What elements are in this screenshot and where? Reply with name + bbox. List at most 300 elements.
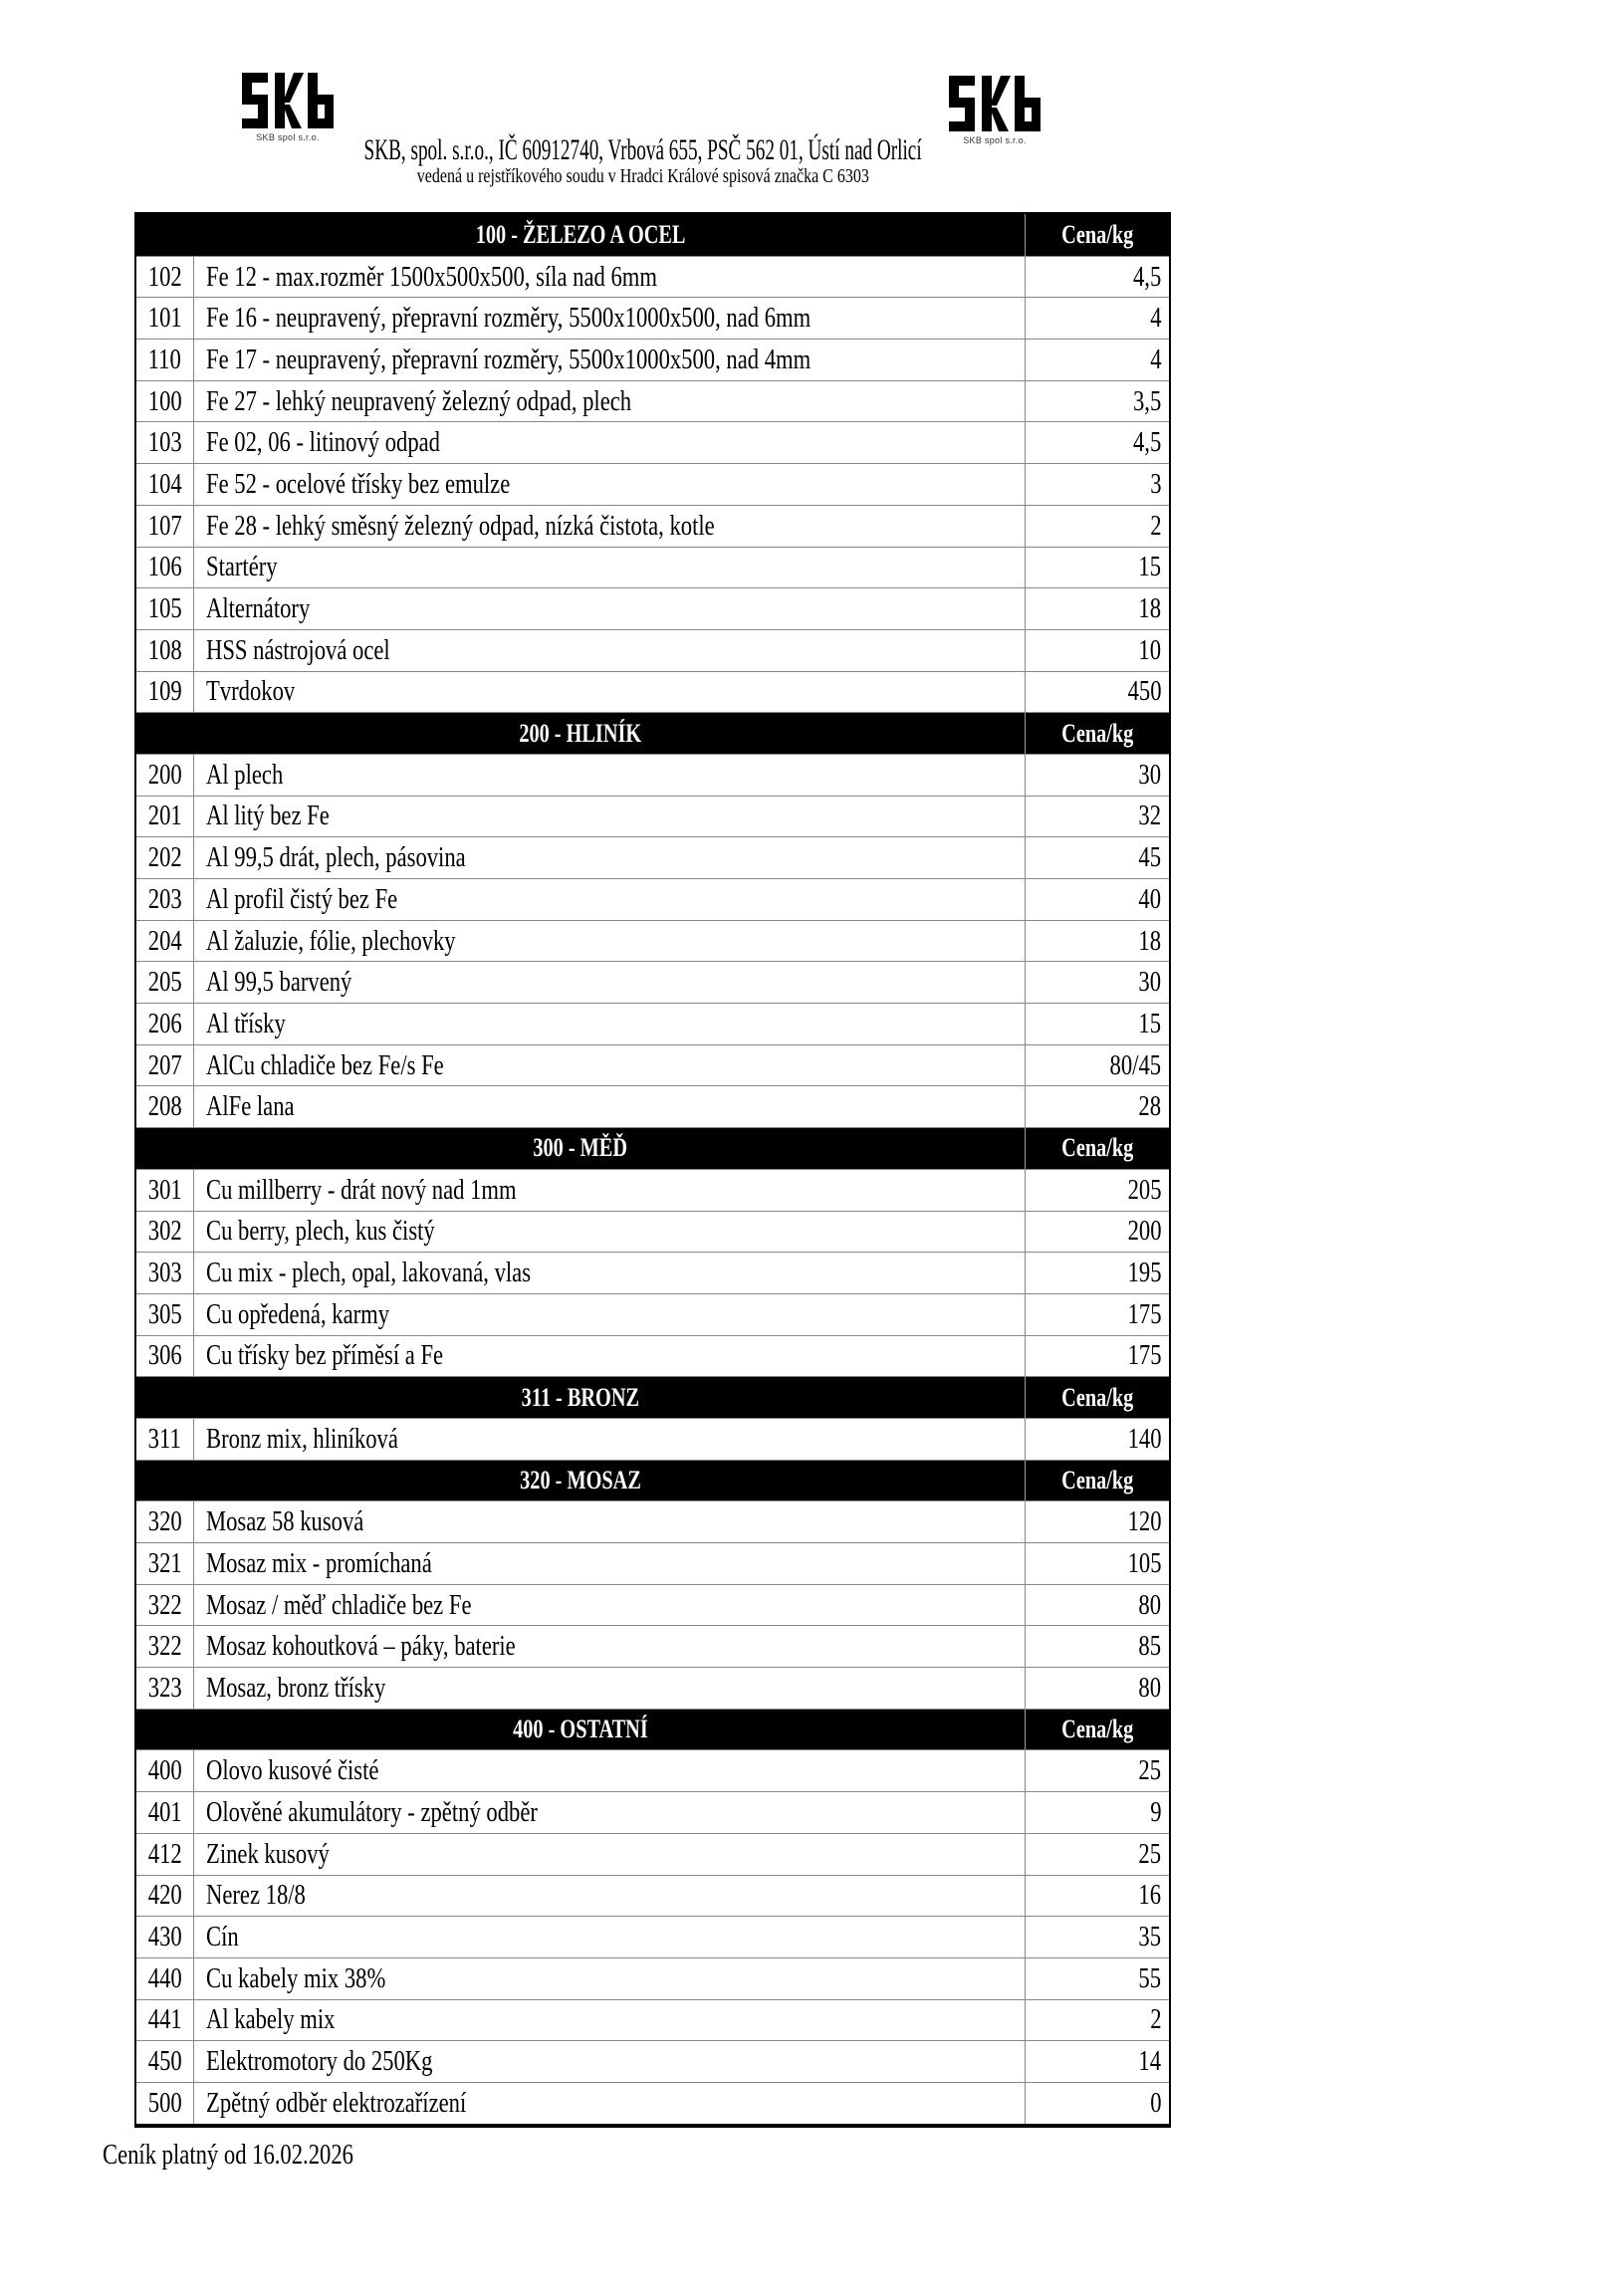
item-code-text: 101: [147, 302, 182, 335]
item-code-text: 105: [147, 592, 182, 625]
item-code-text: 420: [147, 1879, 182, 1912]
item-code: [136, 1750, 194, 1791]
price-column-header-text: Cena/kg: [1060, 1133, 1134, 1163]
item-price-text: 15: [1138, 1007, 1161, 1039]
section-title: [136, 1461, 1026, 1501]
item-price-text: 55: [1138, 1961, 1161, 1994]
section-title: [136, 1710, 1026, 1750]
price-row: [136, 505, 1169, 547]
item-code-text: 100: [147, 384, 182, 417]
company-info-line2-text: vedená u rejstříkového soudu v Hradci Králové spisová značka C 6303: [416, 165, 869, 187]
price-column-header-text: Cena/kg: [1060, 718, 1134, 748]
section-title: [136, 1377, 1026, 1418]
item-code-text: 440: [147, 1961, 182, 1994]
price-row: [136, 2082, 1169, 2124]
item-description-text: Startéry: [206, 551, 278, 583]
item-code: [136, 1543, 194, 1584]
item-code: [136, 630, 194, 671]
item-code: [136, 464, 194, 505]
section-title-text: 400 - OSTATNÍ: [513, 1715, 648, 1744]
price-row: [136, 1833, 1169, 1875]
item-code: [136, 672, 194, 713]
item-code-text: 204: [147, 924, 182, 957]
item-description: [194, 1086, 1026, 1127]
item-price: [1026, 672, 1169, 713]
item-description-text: Cu millberry - drát nový nad 1mm: [206, 1173, 517, 1206]
item-price-text: 16: [1138, 1879, 1161, 1912]
item-price: [1026, 1543, 1169, 1584]
item-price: [1026, 2041, 1169, 2082]
item-code-text: 200: [147, 758, 182, 791]
item-description-text: Al profil čistý bez Fe: [206, 882, 398, 915]
price-row: [136, 1999, 1169, 2041]
item-code-text: 401: [147, 1795, 182, 1828]
item-code-text: 441: [147, 2003, 182, 2036]
item-price: [1026, 1336, 1169, 1377]
item-code-text: 305: [147, 1297, 182, 1330]
item-price: [1026, 1585, 1169, 1626]
item-code-text: 207: [147, 1048, 182, 1081]
item-description: [194, 921, 1026, 962]
item-code: [136, 1170, 194, 1211]
price-column-header: [1026, 713, 1169, 754]
item-code: [136, 1336, 194, 1377]
price-row: [136, 1085, 1169, 1127]
item-code: [136, 298, 194, 339]
item-description-text: Fe 17 - neupravený, přepravní rozměry, 5500x1000x500, nad 4mm: [206, 343, 812, 375]
item-description-text: Fe 16 - neupravený, přepravní rozměry, 5500x1000x500, nad 6mm: [206, 302, 812, 335]
item-description: [194, 1876, 1026, 1917]
item-code: [136, 1668, 194, 1709]
price-row: [136, 1169, 1169, 1211]
item-code: [136, 1045, 194, 1086]
price-row: [136, 1875, 1169, 1917]
item-description: [194, 422, 1026, 463]
price-row: [136, 2040, 1169, 2082]
section-title-text: 200 - HLINÍK: [519, 718, 642, 748]
price-row: [136, 754, 1169, 796]
price-row: [136, 1003, 1169, 1044]
item-price-text: 18: [1138, 924, 1161, 957]
price-row: [136, 1044, 1169, 1086]
item-price-text: 80: [1138, 1588, 1161, 1621]
section-title-text: 311 - BRONZ: [521, 1382, 640, 1412]
item-price-text: 18: [1138, 592, 1161, 625]
item-price-text: 9: [1149, 1795, 1161, 1828]
item-description: [194, 1253, 1026, 1293]
item-price-text: 10: [1138, 633, 1161, 666]
item-code: [136, 1004, 194, 1044]
item-price-text: 205: [1127, 1173, 1161, 1206]
item-price-text: 28: [1138, 1090, 1161, 1123]
item-description-text: Al třísky: [206, 1007, 286, 1039]
item-description-text: AlFe lana: [206, 1090, 295, 1123]
item-code: [136, 837, 194, 878]
item-description: [194, 588, 1026, 629]
item-code-text: 311: [147, 1422, 182, 1455]
item-description: [194, 1750, 1026, 1791]
item-price-text: 4,5: [1132, 426, 1161, 459]
item-price: [1026, 1876, 1169, 1917]
price-row: [136, 1749, 1169, 1791]
item-description: [194, 1917, 1026, 1957]
item-price: [1026, 837, 1169, 878]
item-code: [136, 1253, 194, 1293]
item-price: [1026, 464, 1169, 505]
section-header-row: [136, 712, 1169, 754]
item-price-text: 14: [1138, 2045, 1161, 2078]
item-description: [194, 755, 1026, 796]
item-price-text: 32: [1138, 800, 1161, 832]
item-price: [1026, 257, 1169, 298]
item-description-text: Cu berry, plech, kus čistý: [206, 1215, 435, 1248]
item-price: [1026, 1626, 1169, 1667]
price-row: [136, 1957, 1169, 1999]
item-price-text: 80/45: [1109, 1048, 1161, 1081]
item-code-text: 203: [147, 882, 182, 915]
price-column-header-text: Cena/kg: [1060, 219, 1134, 249]
item-price: [1026, 1834, 1169, 1875]
item-description: [194, 962, 1026, 1003]
item-description: [194, 2000, 1026, 2041]
item-price: [1026, 879, 1169, 920]
section-header-row: [136, 1460, 1169, 1501]
item-code-text: 206: [147, 1007, 182, 1039]
item-code: [136, 1917, 194, 1957]
item-price: [1026, 548, 1169, 588]
item-code-text: 321: [147, 1546, 182, 1579]
item-price: [1026, 2083, 1169, 2124]
item-price: [1026, 1958, 1169, 1999]
price-row: [136, 1252, 1169, 1293]
item-code-text: 322: [147, 1630, 182, 1663]
price-row: [136, 339, 1169, 380]
item-price-text: 3: [1149, 467, 1161, 500]
item-code: [136, 1419, 194, 1460]
item-code-text: 400: [147, 1754, 182, 1787]
item-price: [1026, 1792, 1169, 1833]
item-code-text: 322: [147, 1588, 182, 1621]
company-info-line2: [124, 165, 1161, 187]
item-code: [136, 797, 194, 837]
item-price: [1026, 1668, 1169, 1709]
price-row: [136, 878, 1169, 920]
item-description-text: Fe 52 - ocelové třísky bez emulze: [206, 467, 511, 500]
item-description: [194, 1626, 1026, 1667]
price-column-header: [1026, 1377, 1169, 1418]
section-title: [136, 713, 1026, 754]
item-description-text: Fe 28 - lehký směsný železný odpad, nízká čistota, kotle: [206, 509, 715, 542]
logo-caption: SKB spol s.r.o.: [963, 135, 1027, 145]
item-price-text: 200: [1127, 1215, 1161, 1248]
company-info-line1-text: SKB, spol. s.r.o., IČ 60912740, Vrbová 655, PSČ 562 01, Ústí nad Orlicí: [363, 133, 922, 166]
item-description-text: Alternátory: [206, 592, 311, 625]
item-code: [136, 257, 194, 298]
item-price: [1026, 588, 1169, 629]
item-description-text: Tvrdokov: [206, 675, 296, 708]
price-column-header: [1026, 1128, 1169, 1169]
item-price-text: 195: [1127, 1257, 1161, 1289]
item-description-text: Al žaluzie, fólie, plechovky: [206, 924, 456, 957]
item-price: [1026, 506, 1169, 547]
item-description-text: Cu opředená, karmy: [206, 1297, 390, 1330]
item-code: [136, 1086, 194, 1127]
price-row: [136, 1500, 1169, 1542]
item-code-text: 208: [147, 1090, 182, 1123]
price-row: [136, 1916, 1169, 1957]
item-price: [1026, 422, 1169, 463]
item-description-text: Olověné akumulátory - zpětný odběr: [206, 1795, 538, 1828]
item-price-text: 4: [1149, 302, 1161, 335]
price-row: [136, 587, 1169, 629]
price-row: [136, 256, 1169, 298]
item-price-text: 80: [1138, 1671, 1161, 1704]
item-code: [136, 1958, 194, 1999]
item-price-text: 3,5: [1132, 384, 1161, 417]
item-description: [194, 879, 1026, 920]
item-code: [136, 1626, 194, 1667]
item-description-text: AlCu chladiče bez Fe/s Fe: [206, 1048, 444, 1081]
item-description: [194, 464, 1026, 505]
item-description-text: Mosaz 58 kusová: [206, 1505, 364, 1538]
item-price-text: 2: [1149, 509, 1161, 542]
item-description-text: Fe 12 - max.rozměr 1500x500x500, síla nad 6mm: [206, 260, 657, 293]
item-code-text: 303: [147, 1257, 182, 1289]
item-code-text: 320: [147, 1505, 182, 1538]
item-code-text: 201: [147, 800, 182, 832]
price-column-header: [1026, 214, 1169, 256]
price-row: [136, 796, 1169, 837]
item-price-text: 45: [1138, 841, 1161, 874]
item-description-text: Al plech: [206, 758, 284, 791]
item-code: [136, 1792, 194, 1833]
item-price: [1026, 962, 1169, 1003]
item-code-text: 430: [147, 1921, 182, 1953]
section-title: [136, 214, 1026, 256]
item-description-text: HSS nástrojová ocel: [206, 633, 390, 666]
item-code: [136, 2000, 194, 2041]
item-code-text: 104: [147, 467, 182, 500]
item-code-text: 202: [147, 841, 182, 874]
item-description: [194, 257, 1026, 298]
item-description-text: Nerez 18/8: [206, 1879, 306, 1912]
item-description-text: Cu mix - plech, opal, lakovaná, vlas: [206, 1257, 532, 1289]
price-row: [136, 1791, 1169, 1833]
item-price-text: 140: [1127, 1422, 1161, 1455]
price-row: [136, 629, 1169, 671]
item-code-text: 107: [147, 509, 182, 542]
item-code-text: 306: [147, 1339, 182, 1372]
item-description-text: Mosaz / měď chladiče bez Fe: [206, 1588, 472, 1621]
item-code-text: 450: [147, 2045, 182, 2078]
section-title-text: 320 - MOSAZ: [520, 1465, 641, 1494]
price-row: [136, 671, 1169, 713]
item-description: [194, 1045, 1026, 1086]
item-code-text: 412: [147, 1837, 182, 1870]
item-description-text: Fe 02, 06 - litinový odpad: [206, 426, 440, 459]
item-description: [194, 506, 1026, 547]
price-row: [136, 547, 1169, 588]
price-row: [136, 1418, 1169, 1460]
item-price-text: 175: [1127, 1339, 1161, 1372]
skb-logo-mark: [949, 76, 1041, 131]
section-header-row: [136, 1127, 1169, 1169]
item-price-text: 120: [1127, 1505, 1161, 1538]
item-description-text: Al 99,5 barvený: [206, 966, 352, 999]
item-description-text: Mosaz mix - promíchaná: [206, 1546, 432, 1579]
item-code: [136, 548, 194, 588]
item-description: [194, 630, 1026, 671]
item-code: [136, 1876, 194, 1917]
item-price: [1026, 1045, 1169, 1086]
item-code: [136, 506, 194, 547]
item-price: [1026, 1419, 1169, 1460]
section-header-row: [136, 1376, 1169, 1418]
item-description: [194, 837, 1026, 878]
item-code: [136, 381, 194, 422]
item-code-text: 302: [147, 1215, 182, 1248]
price-row: [136, 1667, 1169, 1709]
item-code-text: 205: [147, 966, 182, 999]
item-price-text: 85: [1138, 1630, 1161, 1663]
item-price: [1026, 298, 1169, 339]
item-code-text: 109: [147, 675, 182, 708]
item-price: [1026, 1253, 1169, 1293]
item-code: [136, 1585, 194, 1626]
item-code-text: 500: [147, 2086, 182, 2119]
item-description: [194, 672, 1026, 713]
price-row: [136, 421, 1169, 463]
item-description-text: Zinek kusový: [206, 1837, 330, 1870]
item-description-text: Al kabely mix: [206, 2003, 336, 2036]
item-price-text: 30: [1138, 966, 1161, 999]
item-description: [194, 1792, 1026, 1833]
section-header-row: [136, 1709, 1169, 1750]
item-description-text: Cu třísky bez příměsí a Fe: [206, 1339, 444, 1372]
price-column-header-text: Cena/kg: [1060, 1715, 1134, 1744]
item-price-text: 4: [1149, 343, 1161, 375]
item-price-text: 25: [1138, 1837, 1161, 1870]
item-description: [194, 1212, 1026, 1253]
item-code-text: 108: [147, 633, 182, 666]
item-price-text: 105: [1127, 1546, 1161, 1579]
item-description: [194, 2083, 1026, 2124]
item-price-text: 15: [1138, 551, 1161, 583]
item-code: [136, 2083, 194, 2124]
item-code: [136, 422, 194, 463]
item-description: [194, 381, 1026, 422]
item-code: [136, 2041, 194, 2082]
item-price: [1026, 340, 1169, 380]
item-code: [136, 921, 194, 962]
item-code: [136, 1834, 194, 1875]
item-description-text: Zpětný odběr elektrozařízení: [206, 2086, 467, 2119]
section-title-text: 300 - MĚĎ: [533, 1133, 628, 1163]
item-description: [194, 298, 1026, 339]
item-description-text: Al litý bez Fe: [206, 800, 330, 832]
section-title: [136, 1128, 1026, 1169]
item-description: [194, 1585, 1026, 1626]
price-row: [136, 920, 1169, 962]
item-description: [194, 797, 1026, 837]
item-price: [1026, 1212, 1169, 1253]
price-row: [136, 1625, 1169, 1667]
item-description: [194, 1501, 1026, 1542]
item-description-text: Mosaz kohoutková – páky, baterie: [206, 1630, 516, 1663]
item-description: [194, 1834, 1026, 1875]
item-description-text: Bronz mix, hliníková: [206, 1422, 398, 1455]
item-description-text: Fe 27 - lehký neupravený železný odpad, plech: [206, 384, 632, 417]
price-column-header: [1026, 1710, 1169, 1750]
price-row: [136, 836, 1169, 878]
item-price-text: 30: [1138, 758, 1161, 791]
price-column-header-text: Cena/kg: [1060, 1465, 1134, 1494]
item-price-text: 0: [1149, 2086, 1161, 2119]
item-description: [194, 1958, 1026, 1999]
item-price-text: 450: [1127, 675, 1161, 708]
validity-note-text: Ceník platný od 16.02.2026: [103, 2139, 353, 2171]
item-description-text: Cu kabely mix 38%: [206, 1961, 386, 1994]
item-description: [194, 1294, 1026, 1335]
section-title-text: 100 - ŽELEZO A OCEL: [475, 219, 686, 249]
item-price-text: 4,5: [1132, 260, 1161, 293]
item-price: [1026, 797, 1169, 837]
section-header-row: [136, 214, 1169, 256]
item-code: [136, 879, 194, 920]
price-row: [136, 1211, 1169, 1253]
item-description: [194, 2041, 1026, 2082]
item-description-text: Al 99,5 drát, plech, pásovina: [206, 841, 466, 874]
item-price: [1026, 1750, 1169, 1791]
item-code: [136, 1212, 194, 1253]
item-price: [1026, 2000, 1169, 2041]
item-price-text: 25: [1138, 1754, 1161, 1787]
item-price-text: 40: [1138, 882, 1161, 915]
price-row: [136, 1542, 1169, 1584]
price-row: [136, 463, 1169, 505]
price-row: [136, 380, 1169, 422]
item-description: [194, 1336, 1026, 1377]
item-price: [1026, 1170, 1169, 1211]
item-description-text: Mosaz, bronz třísky: [206, 1671, 386, 1704]
item-price-text: 175: [1127, 1297, 1161, 1330]
item-code-text: 103: [147, 426, 182, 459]
item-price: [1026, 1294, 1169, 1335]
item-description: [194, 548, 1026, 588]
validity-note: [103, 2139, 424, 2172]
item-code-text: 110: [147, 343, 182, 375]
item-price: [1026, 1917, 1169, 1957]
price-row: [136, 1293, 1169, 1335]
item-code: [136, 755, 194, 796]
item-code: [136, 962, 194, 1003]
item-price: [1026, 1004, 1169, 1044]
item-price: [1026, 755, 1169, 796]
item-price-text: 35: [1138, 1921, 1161, 1953]
price-row: [136, 1335, 1169, 1377]
price-column-header: [1026, 1461, 1169, 1501]
item-description: [194, 1004, 1026, 1044]
item-code-text: 106: [147, 551, 182, 583]
item-code: [136, 340, 194, 380]
item-description-text: Elektromotory do 250Kg: [206, 2045, 433, 2078]
item-description-text: Olovo kusové čisté: [206, 1754, 379, 1787]
item-description-text: Cín: [206, 1921, 239, 1953]
item-price-text: 2: [1149, 2003, 1161, 2036]
item-price: [1026, 381, 1169, 422]
item-description: [194, 1543, 1026, 1584]
price-row: [136, 1584, 1169, 1626]
